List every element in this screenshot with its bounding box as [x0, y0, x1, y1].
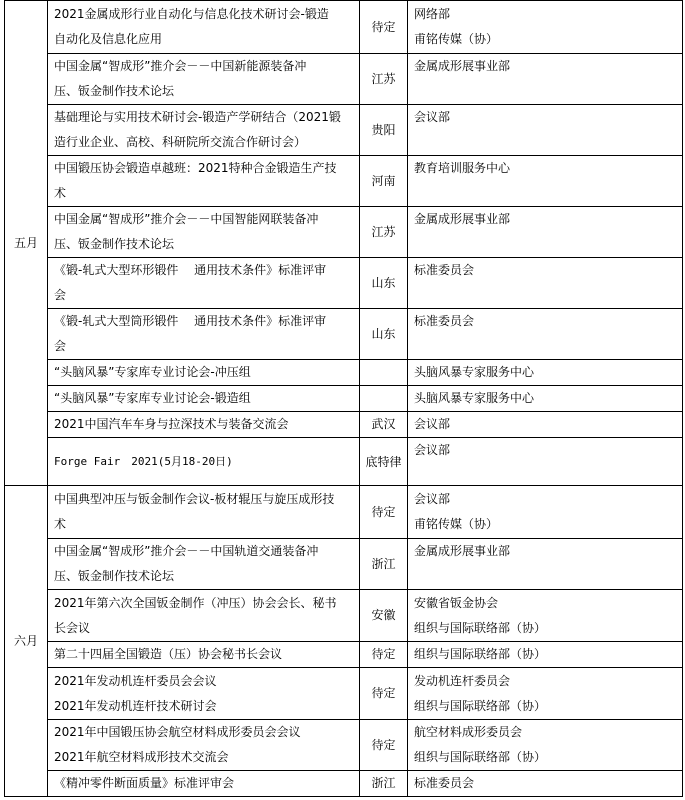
month-cell-may [5, 1, 48, 486]
event-cell [48, 539, 360, 590]
organizer-cell [408, 720, 683, 771]
event-line: 自动化及信息化应用 [54, 32, 163, 46]
table-row [5, 1, 683, 54]
organizer-cell [408, 309, 683, 360]
organizer-line: 组织与国际联络部（协） [414, 750, 547, 764]
event-line: 2021年中国锻压协会航空材料成形委员会会议 [54, 725, 301, 739]
organizer-cell [408, 486, 683, 539]
event-line: 2021中国汽车车身与拉深技术与装备交流会 [54, 417, 289, 431]
event-line: 会 [54, 339, 67, 353]
location-cell: 江苏 [360, 54, 408, 105]
event-line: 术 [54, 186, 67, 200]
location-cell: 待定 [360, 720, 408, 771]
event-cell [48, 642, 360, 668]
event-line: 2021年航空材料成形技术交流会 [54, 750, 229, 764]
event-cell [48, 258, 360, 309]
organizer-line: 安徽省钣金协会 [414, 595, 499, 610]
month-cell-june [5, 486, 48, 797]
event-line: 压、钣金制作技术论坛 [54, 84, 175, 98]
event-cell [48, 1, 360, 54]
location-cell: 浙江 [360, 771, 408, 797]
organizer-cell [408, 258, 683, 309]
organizer-line: 金属成形展事业部 [414, 544, 511, 558]
organizer-cell [408, 386, 683, 412]
organizer-cell [408, 668, 683, 720]
organizer-line: 标准委员会 [414, 776, 475, 790]
organizer-line: 金属成形展事业部 [414, 59, 511, 73]
location-cell: 待定 [360, 1, 408, 54]
event-line: 压、钣金制作技术论坛 [54, 569, 175, 583]
table-row [5, 105, 683, 156]
month-label: 六月 [13, 633, 38, 648]
event-cell [48, 309, 360, 360]
location-cell: 山东 [360, 258, 408, 309]
organizer-cell [408, 590, 683, 642]
table-row [5, 54, 683, 105]
location-cell: 武汉 [360, 412, 408, 438]
event-cell [48, 486, 360, 539]
organizer-cell [408, 207, 683, 258]
event-cell [48, 771, 360, 797]
event-line: 2021年发动机连杆委员会会议 [54, 673, 217, 688]
event-line: 《精冲零件断面质量》标准评审会 [54, 776, 235, 790]
event-cell [48, 720, 360, 771]
organizer-cell [408, 105, 683, 156]
location-cell: 底特律 [360, 438, 408, 486]
organizer-cell [408, 412, 683, 438]
event-line: 基础理论与实用技术研讨会-锻造产学研结合（2021锻 [54, 110, 341, 124]
event-line: 压、钣金制作技术论坛 [54, 237, 175, 251]
event-line: 《锻-轧式大型筒形锻件 通用技术条件》标准评审 [54, 314, 327, 328]
table-row [5, 590, 683, 642]
table-row [5, 486, 683, 539]
organizer-line: 组织与国际联络部（协） [414, 620, 547, 635]
table-row [5, 438, 683, 486]
organizer-line: 会议部 [414, 110, 451, 124]
organizer-line: 头脑风暴专家服务中心 [414, 365, 535, 379]
event-line: “头脑风暴”专家库专业讨论会-锻造组 [54, 391, 251, 405]
location-cell: 待定 [360, 486, 408, 539]
location-cell [360, 360, 408, 386]
organizer-line: 组织与国际联络部（协） [414, 647, 547, 661]
organizer-line: 会议部 [414, 443, 451, 457]
table-row [5, 412, 683, 438]
event-line: 中国金属“智成形”推介会－－中国智能网联装备冲 [54, 212, 319, 226]
organizer-line: 教育培训服务中心 [414, 161, 511, 175]
event-line: 长会议 [54, 620, 91, 635]
location-cell: 待定 [360, 668, 408, 720]
organizer-line: 航空材料成形委员会 [414, 725, 523, 739]
table-row [5, 360, 683, 386]
location-cell: 待定 [360, 642, 408, 668]
event-line: 中国典型冲压与钣金制作会议-板材辊压与旋压成形技 [54, 492, 335, 506]
table-row [5, 156, 683, 207]
organizer-line: 标准委员会 [414, 314, 475, 328]
organizer-cell [408, 156, 683, 207]
event-line: 会 [54, 288, 67, 302]
event-cell [48, 386, 360, 412]
month-label: 五月 [13, 235, 38, 250]
organizer-line: 组织与国际联络部（协） [414, 698, 547, 713]
event-cell [48, 412, 360, 438]
event-line: 《锻-轧式大型环形锻件 通用技术条件》标准评审 [54, 263, 327, 277]
table-row [5, 258, 683, 309]
event-line: “头脑风暴”专家库专业讨论会-冲压组 [54, 365, 251, 379]
event-cell [48, 668, 360, 720]
organizer-cell [408, 438, 683, 486]
organizer-cell [408, 771, 683, 797]
schedule-table [4, 0, 683, 797]
location-cell: 贵阳 [360, 105, 408, 156]
organizer-line: 发动机连杆委员会 [414, 673, 511, 688]
event-cell [48, 105, 360, 156]
event-cell [48, 156, 360, 207]
event-cell [48, 438, 360, 486]
organizer-line: 头脑风暴专家服务中心 [414, 391, 535, 405]
location-cell: 山东 [360, 309, 408, 360]
event-line: 中国金属“智成形”推介会－－中国新能源装备冲 [54, 59, 307, 73]
organizer-line: 标准委员会 [414, 263, 475, 277]
event-cell [48, 54, 360, 105]
location-cell: 江苏 [360, 207, 408, 258]
event-cell [48, 360, 360, 386]
organizer-line: 会议部 [414, 492, 451, 506]
location-cell: 安徽 [360, 590, 408, 642]
table-row [5, 207, 683, 258]
organizer-line: 金属成形展事业部 [414, 212, 511, 226]
table-row [5, 668, 683, 720]
table-row [5, 309, 683, 360]
organizer-line: 会议部 [414, 417, 451, 431]
organizer-line: 甫铭传媒（协） [414, 517, 499, 531]
location-cell: 浙江 [360, 539, 408, 590]
event-cell [48, 207, 360, 258]
event-line: 术 [54, 517, 67, 531]
event-line: 2021年第六次全国钣金制作（冲压）协会会长、秘书 [54, 595, 337, 610]
event-line: 2021年发动机连杆技术研讨会 [54, 698, 217, 713]
organizer-cell [408, 642, 683, 668]
table-row [5, 539, 683, 590]
location-cell: 河南 [360, 156, 408, 207]
event-cell [48, 590, 360, 642]
event-line: 造行业企业、高校、科研院所交流合作研讨会） [54, 135, 307, 149]
table-row [5, 642, 683, 668]
event-line: 第二十四届全国锻造（压）协会秘书长会议 [54, 647, 283, 661]
table-row [5, 771, 683, 797]
location-cell [360, 386, 408, 412]
event-line: 中国锻压协会锻造卓越班：2021特种合金锻造生产技 [54, 161, 337, 175]
organizer-cell [408, 539, 683, 590]
organizer-cell [408, 360, 683, 386]
organizer-line: 甫铭传媒（协） [414, 32, 499, 46]
event-line: Forge Fair 2021(5月18-20日) [54, 455, 233, 468]
organizer-cell [408, 54, 683, 105]
table-row [5, 720, 683, 771]
table-row [5, 386, 683, 412]
event-line: 中国金属“智成形”推介会－－中国轨道交通装备冲 [54, 544, 319, 558]
organizer-cell [408, 1, 683, 54]
event-line: 2021金属成形行业自动化与信息化技术研讨会-锻造 [54, 7, 329, 21]
organizer-line: 网络部 [414, 7, 451, 21]
